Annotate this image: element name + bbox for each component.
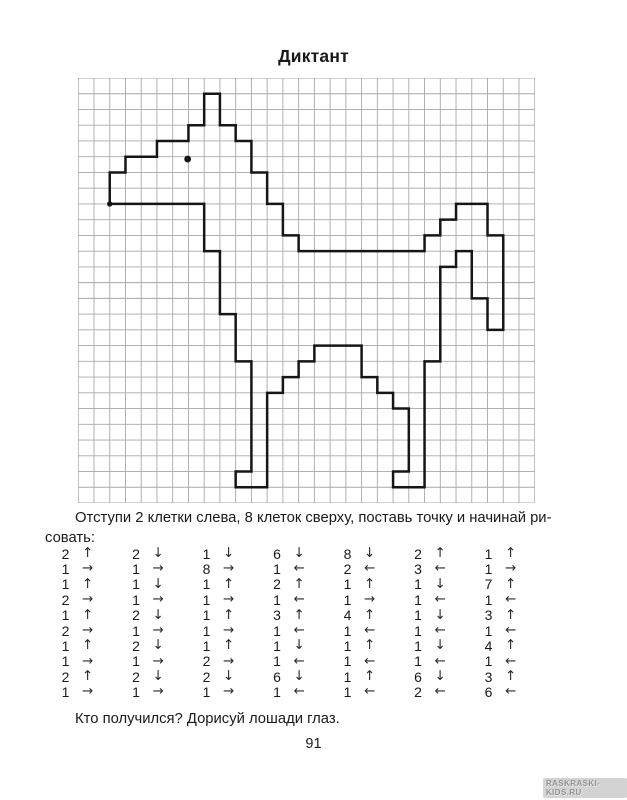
- dictation-step: [58, 592, 129, 607]
- dictation-step: [411, 669, 482, 684]
- step-count: 1: [132, 561, 140, 578]
- direction-arrow-icon: ←: [434, 560, 446, 577]
- step-count: 1: [61, 684, 70, 701]
- step-count: 1: [273, 591, 281, 608]
- dictation-step: [481, 654, 552, 669]
- dictation-step: [199, 623, 270, 638]
- direction-arrow-icon: ↑: [82, 637, 94, 654]
- direction-arrow-icon: ←: [293, 683, 305, 700]
- dictation-step: [199, 654, 270, 669]
- step-count: 1: [484, 653, 493, 670]
- step-count: 1: [343, 684, 352, 701]
- step-count: 1: [414, 653, 422, 670]
- dictation-step: [58, 561, 129, 576]
- dictation-step: [481, 623, 552, 638]
- dictation-step: [58, 685, 129, 700]
- dictation-step: [58, 608, 129, 623]
- direction-arrow-icon: ↓: [293, 637, 305, 654]
- step-count: 2: [202, 668, 211, 685]
- direction-arrow-icon: ↑: [293, 575, 305, 592]
- dictation-step: [199, 608, 270, 623]
- direction-arrow-icon: →: [152, 621, 164, 638]
- dictation-step: [129, 577, 200, 592]
- step-count: 1: [132, 684, 140, 701]
- step-count: 1: [343, 622, 352, 639]
- eye-dot: [184, 156, 191, 163]
- dictation-step: [340, 623, 411, 638]
- direction-arrow-icon: ←: [364, 560, 376, 577]
- dictation-step: [411, 561, 482, 576]
- dictation-column-1: [58, 546, 129, 700]
- step-count: 1: [484, 591, 493, 608]
- step-count: 1: [273, 561, 281, 578]
- direction-arrow-icon: ↓: [434, 606, 446, 623]
- direction-arrow-icon: ←: [434, 591, 446, 608]
- dictation-table: [58, 546, 552, 700]
- dictation-column-5: [340, 546, 411, 700]
- dictation-step: [270, 638, 341, 653]
- step-count: 1: [414, 622, 422, 639]
- grid-lines: [78, 78, 534, 503]
- step-count: 1: [484, 545, 493, 562]
- instruction-line2: совать:: [45, 529, 95, 546]
- direction-arrow-icon: ←: [505, 683, 517, 700]
- dictation-step: [411, 592, 482, 607]
- dictation-step: [58, 638, 129, 653]
- dictation-step: [199, 685, 270, 700]
- grid-svg: [78, 78, 535, 503]
- direction-arrow-icon: ←: [434, 652, 446, 669]
- dictation-step: [481, 592, 552, 607]
- direction-arrow-icon: →: [152, 652, 164, 669]
- dictation-step: [129, 623, 200, 638]
- dictation-column-7: [481, 546, 552, 700]
- dictation-step: [199, 577, 270, 592]
- direction-arrow-icon: →: [152, 560, 164, 577]
- direction-arrow-icon: ↑: [82, 575, 94, 592]
- dictation-step: [58, 654, 129, 669]
- step-count: 1: [202, 684, 211, 701]
- direction-arrow-icon: ↓: [434, 637, 446, 654]
- dictation-step: [340, 546, 411, 561]
- direction-arrow-icon: →: [82, 652, 94, 669]
- dictation-step: [340, 638, 411, 653]
- dictation-step: [199, 592, 270, 607]
- direction-arrow-icon: ↑: [364, 668, 376, 685]
- direction-arrow-icon: ↑: [293, 606, 305, 623]
- direction-arrow-icon: ←: [505, 652, 517, 669]
- step-count: 1: [202, 638, 211, 655]
- dictation-step: [270, 546, 341, 561]
- direction-arrow-icon: ↑: [364, 606, 376, 623]
- direction-arrow-icon: →: [82, 621, 94, 638]
- dictation-step: [411, 685, 482, 700]
- step-count: 1: [61, 653, 70, 670]
- direction-arrow-icon: ↑: [82, 544, 94, 561]
- direction-arrow-icon: ↓: [152, 606, 164, 623]
- step-count: 2: [414, 684, 422, 701]
- direction-arrow-icon: →: [82, 560, 94, 577]
- step-count: 2: [273, 576, 281, 593]
- step-count: 1: [273, 653, 281, 670]
- step-count: 1: [273, 684, 281, 701]
- dictation-step: [199, 561, 270, 576]
- step-count: 1: [132, 653, 140, 670]
- direction-arrow-icon: ↓: [434, 668, 446, 685]
- dictation-column-6: [411, 546, 482, 700]
- direction-arrow-icon: →: [82, 683, 94, 700]
- start-point-dot: [107, 201, 112, 206]
- dictation-step: [270, 592, 341, 607]
- direction-arrow-icon: ↑: [364, 575, 376, 592]
- direction-arrow-icon: ↓: [152, 575, 164, 592]
- direction-arrow-icon: →: [152, 591, 164, 608]
- step-count: 8: [343, 545, 352, 562]
- direction-arrow-icon: ←: [505, 591, 517, 608]
- step-count: 1: [202, 591, 211, 608]
- dictation-step: [129, 546, 200, 561]
- dictation-step: [199, 546, 270, 561]
- direction-arrow-icon: ↑: [505, 668, 517, 685]
- direction-arrow-icon: ↓: [223, 668, 235, 685]
- direction-arrow-icon: ←: [293, 591, 305, 608]
- instruction-text: [45, 509, 593, 548]
- dictation-step: [481, 685, 552, 700]
- direction-arrow-icon: ↓: [364, 544, 376, 561]
- dictation-step: [340, 654, 411, 669]
- instruction-line1: Отступи 2 клетки слева, 8 клеток сверху, поставь точку и начинай ри-: [75, 510, 552, 526]
- page-title: Диктант: [278, 46, 349, 66]
- dictation-step: [58, 669, 129, 684]
- step-count: 3: [273, 607, 281, 624]
- step-count: 6: [414, 668, 422, 685]
- dictation-step: [270, 669, 341, 684]
- direction-arrow-icon: ←: [293, 652, 305, 669]
- dictation-step: [58, 577, 129, 592]
- direction-arrow-icon: ←: [505, 621, 517, 638]
- horse-outline: [110, 94, 504, 488]
- dictation-step: [340, 592, 411, 607]
- step-count: 1: [132, 622, 140, 639]
- step-count: 2: [132, 638, 140, 655]
- dictation-step: [129, 669, 200, 684]
- page-number: 91: [305, 736, 322, 752]
- step-count: 1: [484, 622, 493, 639]
- direction-arrow-icon: ↑: [434, 544, 446, 561]
- dictation-step: [270, 685, 341, 700]
- direction-arrow-icon: ←: [293, 560, 305, 577]
- step-count: 2: [132, 607, 140, 624]
- dictation-step: [340, 561, 411, 576]
- dictation-step: [199, 669, 270, 684]
- dictation-step: [58, 623, 129, 638]
- step-count: 3: [484, 607, 493, 624]
- dictation-column-4: [270, 546, 341, 700]
- direction-arrow-icon: →: [223, 560, 235, 577]
- direction-arrow-icon: →: [505, 560, 517, 577]
- dictation-step: [411, 638, 482, 653]
- step-count: 4: [484, 638, 493, 655]
- direction-arrow-icon: →: [82, 591, 94, 608]
- direction-arrow-icon: ↓: [152, 637, 164, 654]
- step-count: 1: [343, 638, 352, 655]
- dictation-step: [199, 638, 270, 653]
- drawing-grid: [78, 78, 535, 504]
- dictation-step: [129, 638, 200, 653]
- step-count: 1: [414, 607, 422, 624]
- step-count: 1: [132, 591, 140, 608]
- direction-arrow-icon: →: [223, 591, 235, 608]
- watermark-badge: RASKRASKI-KIDS.RU: [543, 778, 627, 798]
- dictation-step: [340, 577, 411, 592]
- dictation-step: [129, 592, 200, 607]
- step-count: 4: [343, 607, 352, 624]
- dictation-column-2: [129, 546, 200, 700]
- dictation-step: [481, 638, 552, 653]
- direction-arrow-icon: ↑: [223, 575, 235, 592]
- direction-arrow-icon: ↓: [152, 668, 164, 685]
- direction-arrow-icon: ↑: [223, 637, 235, 654]
- dictation-step: [340, 669, 411, 684]
- dictation-step: [481, 546, 552, 561]
- step-count: 7: [484, 576, 493, 593]
- step-count: 1: [202, 607, 211, 624]
- dictation-step: [270, 608, 341, 623]
- direction-arrow-icon: ←: [364, 621, 376, 638]
- step-count: 1: [414, 576, 422, 593]
- direction-arrow-icon: ↓: [223, 544, 235, 561]
- step-count: 2: [61, 668, 70, 685]
- step-count: 8: [202, 561, 211, 578]
- direction-arrow-icon: ↑: [505, 606, 517, 623]
- step-count: 1: [61, 576, 70, 593]
- direction-arrow-icon: →: [364, 591, 376, 608]
- dictation-step: [270, 654, 341, 669]
- step-count: 1: [414, 591, 422, 608]
- dictation-step: [481, 577, 552, 592]
- direction-arrow-icon: ↓: [293, 544, 305, 561]
- direction-arrow-icon: ↑: [505, 637, 517, 654]
- step-count: 1: [343, 591, 352, 608]
- step-count: 1: [202, 576, 211, 593]
- dictation-step: [411, 654, 482, 669]
- step-count: 1: [273, 622, 281, 639]
- step-count: 6: [273, 545, 281, 562]
- dictation-step: [270, 561, 341, 576]
- direction-arrow-icon: ←: [293, 621, 305, 638]
- step-count: 1: [61, 561, 70, 578]
- step-count: 1: [414, 638, 422, 655]
- step-count: 1: [202, 545, 211, 562]
- dictation-step: [58, 546, 129, 561]
- step-count: 2: [132, 545, 140, 562]
- dictation-step: [481, 608, 552, 623]
- step-count: 1: [343, 576, 352, 593]
- step-count: 2: [132, 668, 140, 685]
- dictation-step: [129, 561, 200, 576]
- direction-arrow-icon: ↑: [505, 544, 517, 561]
- step-count: 1: [343, 668, 352, 685]
- step-count: 1: [61, 607, 70, 624]
- dictation-step: [129, 654, 200, 669]
- dictation-column-3: [199, 546, 270, 700]
- dictation-step: [411, 623, 482, 638]
- step-count: 1: [273, 638, 281, 655]
- direction-arrow-icon: ↑: [364, 637, 376, 654]
- step-count: 2: [202, 653, 211, 670]
- direction-arrow-icon: ↓: [293, 668, 305, 685]
- step-count: 1: [343, 653, 352, 670]
- direction-arrow-icon: →: [152, 683, 164, 700]
- direction-arrow-icon: ↑: [82, 606, 94, 623]
- step-count: 1: [132, 576, 140, 593]
- direction-arrow-icon: ↑: [82, 668, 94, 685]
- step-count: 2: [61, 622, 70, 639]
- dictation-step: [270, 623, 341, 638]
- direction-arrow-icon: ↓: [152, 544, 164, 561]
- step-count: 2: [343, 561, 352, 578]
- dictation-step: [411, 608, 482, 623]
- direction-arrow-icon: ↑: [223, 606, 235, 623]
- direction-arrow-icon: ↑: [505, 575, 517, 592]
- direction-arrow-icon: ←: [364, 683, 376, 700]
- dictation-step: [340, 608, 411, 623]
- dictation-step: [340, 685, 411, 700]
- step-count: 1: [61, 638, 70, 655]
- dictation-step: [129, 608, 200, 623]
- dictation-step: [129, 685, 200, 700]
- step-count: 6: [484, 684, 493, 701]
- step-count: 2: [414, 545, 422, 562]
- direction-arrow-icon: →: [223, 683, 235, 700]
- dictation-step: [411, 577, 482, 592]
- step-count: 6: [273, 668, 281, 685]
- step-count: 2: [61, 545, 70, 562]
- direction-arrow-icon: ↓: [434, 575, 446, 592]
- step-count: 3: [414, 561, 422, 578]
- step-count: 3: [484, 668, 493, 685]
- direction-arrow-icon: ←: [364, 652, 376, 669]
- direction-arrow-icon: →: [223, 621, 235, 638]
- direction-arrow-icon: ←: [434, 683, 446, 700]
- dictation-step: [481, 561, 552, 576]
- dictation-step: [270, 577, 341, 592]
- dictation-step: [481, 669, 552, 684]
- step-count: 1: [484, 561, 493, 578]
- question-text: Кто получился? Дорисуй лошади глаз.: [75, 711, 340, 727]
- dictation-step: [411, 546, 482, 561]
- direction-arrow-icon: ←: [434, 621, 446, 638]
- step-count: 1: [202, 622, 211, 639]
- step-count: 2: [61, 591, 70, 608]
- direction-arrow-icon: →: [223, 652, 235, 669]
